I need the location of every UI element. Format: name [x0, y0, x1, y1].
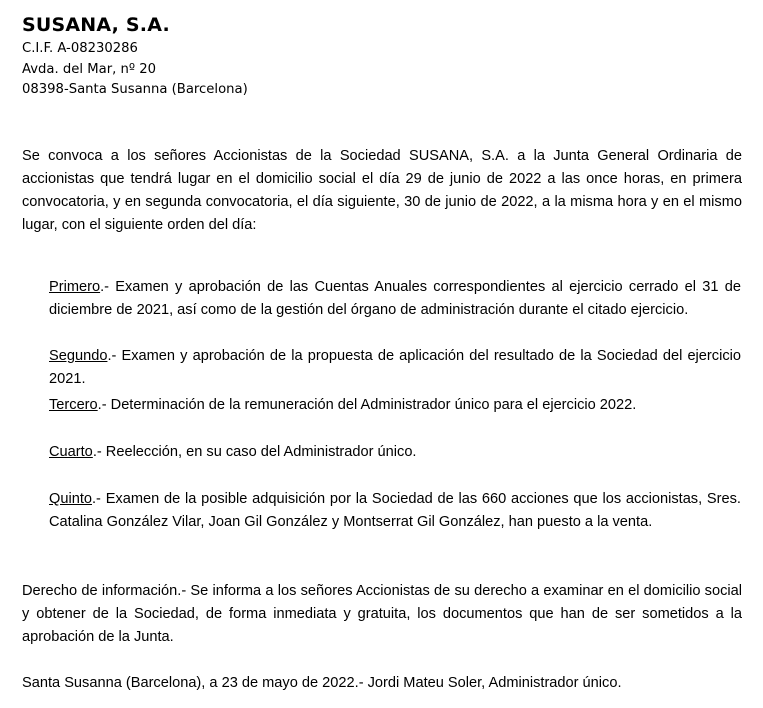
- agenda-item-separator: .-: [100, 279, 116, 295]
- company-city: 08398-Santa Susanna (Barcelona): [22, 82, 248, 97]
- agenda-item-separator: .-: [97, 397, 111, 413]
- agenda-item-separator: .-: [107, 348, 122, 364]
- agenda-item-text: Determinación de la remuneración del Administrador único para el ejercicio 2022.: [110, 397, 637, 413]
- agenda-item-label: Segundo: [49, 348, 108, 364]
- company-cif: C.I.F. A-08230286: [22, 41, 138, 56]
- company-street: Avda. del Mar, nº 20: [22, 61, 157, 77]
- agenda-item-text: Examen de la posible adquisición por la Sociedad de las 660 acciones que los accionistas, Sres. Catalina González Vilar, Joan Gil González y Montserrat Gil González, han puesto a la venta.: [49, 491, 741, 530]
- signature-line: Santa Susanna (Barcelona), a 23 de mayo de 2022.- Jordi Mateu Soler, Administrador único.: [22, 675, 622, 691]
- agenda-item-label: Quinto: [49, 491, 92, 507]
- agenda-item-text: Reelección, en su caso del Administrador único.: [105, 444, 417, 460]
- agenda-item: [49, 276, 741, 322]
- intro-paragraph: Se convoca a los señores Accionistas de la Sociedad SUSANA, S.A. a la Junta General Ordinaria de accionistas que tendrá lugar en el domicilio social el día 29 de junio de 2022 a las once horas, en primera convocatoria, y en segunda convocatoria, el día siguiente, 30 de junio de 2022, a la misma hora y en el mismo lugar, con el siguiente orden del día:: [22, 148, 742, 233]
- agenda-item: [49, 345, 741, 391]
- agenda-item-separator: .-: [92, 444, 106, 460]
- information-paragraph: Derecho de información.- Se informa a los señores Accionistas de su derecho a examinar en el domicilio social y obtener de la Sociedad, de forma inmediata y gratuita, los documentos que han de ser sometidos a la aprobación de la Junta.: [22, 583, 742, 645]
- agenda-item: [49, 394, 741, 417]
- agenda-item-label: Cuarto: [49, 444, 93, 460]
- agenda-item-label: Tercero: [49, 397, 98, 413]
- agenda-item-label: Primero: [49, 279, 101, 295]
- agenda-item: [49, 441, 741, 464]
- agenda-item-separator: .-: [92, 491, 106, 507]
- company-name: SUSANA, S.A.: [22, 14, 170, 36]
- agenda-item-text: Examen y aprobación de las Cuentas Anuales correspondientes al ejercicio cerrado el 31 de diciembre de 2021, así como de la gestión del órgano de administración durante el citado ejercicio.: [49, 279, 741, 318]
- company-address: [22, 39, 248, 101]
- agenda-item-text: Examen y aprobación de la propuesta de aplicación del resultado de la Sociedad del ejercicio 2021.: [49, 348, 741, 387]
- agenda-item: [49, 488, 741, 534]
